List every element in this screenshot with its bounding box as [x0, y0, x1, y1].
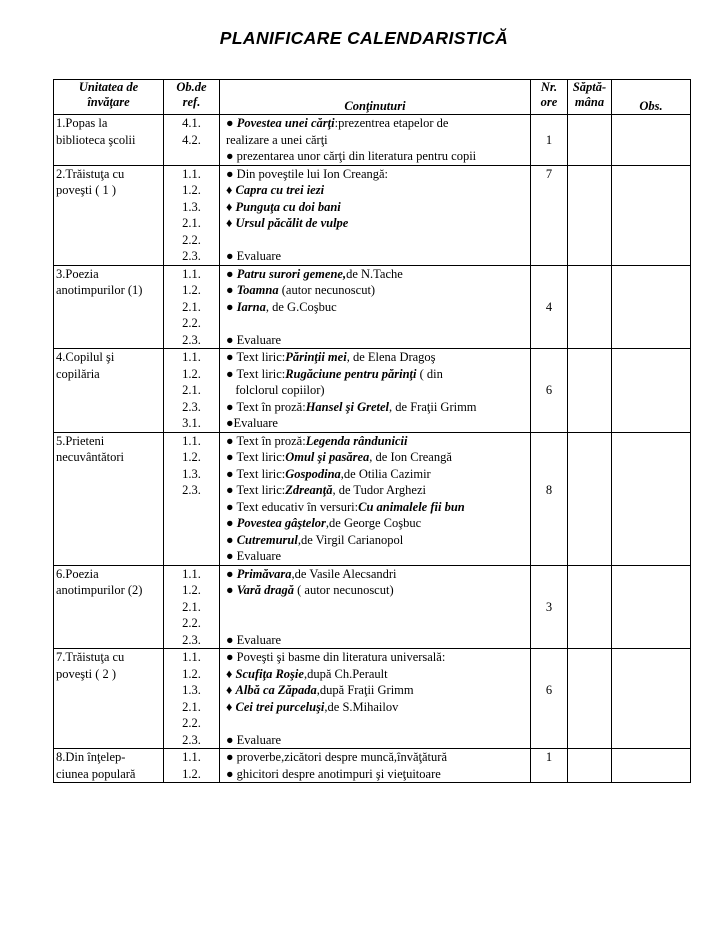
unit-text: 2.Trăistuţa cu — [56, 166, 125, 181]
ref-code: 3.1. — [182, 416, 201, 430]
unit-text: 6.Poezia — [56, 566, 99, 581]
week-cell[interactable] — [568, 165, 612, 265]
plain-text: ● prezentarea unor cărţi din literatura pentru copii — [226, 149, 477, 163]
plain-text: ● Text educativ în versuri: — [226, 499, 359, 514]
ref-code: 4.2. — [182, 132, 201, 147]
header-ref: Ob.de ref. — [164, 80, 220, 115]
unit-text: poveşti ( 1 ) — [56, 183, 117, 197]
content-line — [226, 182, 530, 199]
content-cell — [220, 649, 531, 749]
plain-text: , de Tudor Arghezi — [332, 483, 426, 497]
title-text: Zdreanţă — [285, 483, 333, 497]
week-cell[interactable] — [568, 749, 612, 783]
content-line — [226, 599, 530, 616]
content-line — [226, 148, 530, 165]
unit-text: 1.Popas la — [56, 116, 108, 130]
ref-code: 1.3. — [182, 683, 201, 697]
plain-text: ,de George Coşbuc — [325, 516, 422, 530]
hours-value: 6 — [545, 383, 553, 397]
hours-cell — [531, 432, 568, 565]
unit-text: copilăria — [56, 366, 100, 381]
week-cell[interactable] — [568, 565, 612, 649]
hours-cell — [531, 749, 568, 783]
content-line — [226, 649, 530, 666]
plain-text: ,de Vasile Alecsandri — [291, 566, 397, 581]
plain-text: ● — [226, 266, 237, 281]
plain-text: ● Text în proză: — [226, 433, 306, 448]
plain-text: ● — [226, 299, 237, 314]
content-line — [226, 366, 530, 383]
plain-text: ♦ — [226, 199, 236, 214]
title-text: Povestea gâştelor — [236, 516, 326, 530]
content-line — [226, 699, 530, 716]
content-line — [226, 666, 530, 683]
content-line — [226, 449, 530, 466]
plain-text: ● Text liric: — [226, 483, 286, 497]
plain-text: ● Text liric: — [226, 350, 286, 364]
content-line — [226, 248, 530, 265]
table-row — [54, 565, 691, 649]
ref-code: 2.1. — [182, 599, 201, 614]
unit-text: anotimpurilor (1) — [56, 283, 143, 297]
week-cell[interactable] — [568, 432, 612, 565]
title-text: Hansel şi Gretel — [305, 399, 390, 414]
ref-code: 2.1. — [182, 383, 201, 397]
content-line — [226, 232, 530, 249]
plain-text: de N.Tache — [346, 266, 403, 281]
content-line — [226, 166, 530, 183]
hours-value: 1 — [545, 750, 553, 764]
title-text: Scufiţa Roşie — [235, 666, 304, 681]
plain-text: ● Evaluare — [226, 632, 282, 647]
ref-code: 1.2. — [182, 183, 201, 197]
table-row — [54, 649, 691, 749]
plain-text: realizare a unei cărţi — [226, 132, 328, 147]
ref-code: 2.3. — [182, 332, 201, 347]
header-hours: Nr. ore — [531, 80, 568, 115]
ref-code: 1.2. — [182, 450, 201, 464]
ref-code: 1.1. — [182, 566, 201, 581]
spacer — [531, 566, 567, 583]
content-line — [226, 732, 530, 749]
table-row — [54, 265, 691, 349]
header-row — [54, 80, 691, 115]
content-line — [226, 215, 530, 232]
plain-text: ● Din poveştile lui Ion Creangă: — [226, 166, 389, 181]
plain-text: ● — [226, 583, 237, 597]
plain-text: , de Fraţii Grimm — [389, 399, 477, 414]
content-cell — [220, 565, 531, 649]
plain-text: ●Evaluare — [226, 416, 278, 430]
unit-text: necuvântători — [56, 450, 125, 464]
ref-code: 1.1. — [182, 266, 201, 281]
unit-cell — [54, 349, 164, 433]
title-text: Gospodina — [285, 466, 341, 481]
hours-cell — [531, 115, 568, 166]
plain-text: ♦ — [226, 666, 236, 681]
ref-code: 1.1. — [182, 350, 201, 364]
obs-cell[interactable] — [612, 565, 691, 649]
content-line — [226, 382, 530, 399]
ref-code: 1.2. — [182, 583, 201, 597]
planning-table — [53, 79, 691, 783]
spacer — [531, 582, 567, 599]
title-text: Părinţii mei — [285, 350, 347, 364]
unit-cell — [54, 749, 164, 783]
title-text: Albă ca Zăpada — [235, 683, 317, 697]
content-line — [226, 532, 530, 549]
spacer — [531, 666, 567, 683]
plain-text: ● Text liric: — [226, 450, 286, 464]
content-line — [226, 466, 530, 483]
content-line — [226, 115, 530, 132]
ref-code: 1.2. — [182, 366, 201, 381]
obs-cell[interactable] — [612, 349, 691, 433]
table-row — [54, 749, 691, 783]
unit-text: 4.Copilul şi — [56, 350, 115, 364]
plain-text: ,după Fraţii Grimm — [316, 683, 414, 697]
ref-code: 2.1. — [182, 216, 201, 230]
spacer — [531, 349, 567, 366]
ref-code: 1.3. — [182, 199, 201, 214]
title-text: Cutremurul — [236, 532, 298, 547]
title-text: Rugăciune pentru părinţi — [285, 366, 417, 381]
plain-text: ● — [226, 116, 237, 130]
content-line — [226, 266, 530, 283]
ref-code: 2.2. — [182, 232, 201, 247]
ref-code: 1.2. — [182, 666, 201, 681]
title-text: Vară dragă — [236, 583, 294, 597]
plain-text: ● Evaluare — [226, 732, 282, 747]
week-cell[interactable] — [568, 649, 612, 749]
ref-code: 1.1. — [182, 166, 201, 181]
content-line — [226, 548, 530, 565]
content-cell — [220, 115, 531, 166]
header-week: Săptă- mâna — [568, 80, 612, 115]
refs-cell — [164, 265, 220, 349]
spacer — [531, 282, 567, 299]
content-line — [226, 433, 530, 450]
plain-text: ● Evaluare — [226, 332, 282, 347]
hours-value: 3 — [545, 599, 553, 614]
unit-text: anotimpurilor (2) — [56, 583, 143, 597]
hours-value: 6 — [545, 683, 553, 697]
ref-code: 2.1. — [182, 299, 201, 314]
table-row — [54, 349, 691, 433]
content-line — [226, 299, 530, 316]
content-line — [226, 749, 530, 766]
content-line — [226, 682, 530, 699]
plain-text: ● — [226, 566, 237, 581]
obs-cell[interactable] — [612, 749, 691, 783]
table-row — [54, 115, 691, 166]
ref-code: 2.3. — [182, 399, 201, 414]
table-row — [54, 165, 691, 265]
unit-text: poveşti ( 2 ) — [56, 666, 117, 681]
title-text: Toamna — [236, 283, 279, 297]
plain-text: ● — [226, 532, 237, 547]
spacer — [531, 366, 567, 383]
content-line — [226, 499, 530, 516]
content-cell — [220, 349, 531, 433]
obs-cell[interactable] — [612, 649, 691, 749]
spacer — [531, 433, 567, 450]
table-row — [54, 432, 691, 565]
obs-cell[interactable] — [612, 165, 691, 265]
ref-code: 1.1. — [182, 750, 201, 764]
refs-cell — [164, 432, 220, 565]
plain-text: ,de S.Mihailov — [324, 699, 399, 714]
title-text: Patru surori gemene, — [236, 266, 347, 281]
header-content: Conţinuturi — [220, 80, 531, 115]
spacer — [531, 266, 567, 283]
table-body — [54, 115, 691, 783]
plain-text: ♦ — [226, 699, 236, 714]
title-text: Ursul păcălit de vulpe — [235, 216, 349, 230]
content-line — [226, 515, 530, 532]
unit-cell — [54, 565, 164, 649]
content-line — [226, 199, 530, 216]
plain-text: ,de Otilia Cazimir — [340, 466, 431, 481]
unit-cell — [54, 265, 164, 349]
hours-cell — [531, 649, 568, 749]
content-cell — [220, 165, 531, 265]
obs-cell[interactable] — [612, 432, 691, 565]
refs-cell — [164, 349, 220, 433]
ref-code: 1.1. — [182, 650, 201, 664]
plain-text: , de G.Coşbuc — [265, 299, 337, 314]
title-text: Legenda rândunicii — [305, 433, 408, 448]
plain-text: :prezentrea etapelor de — [334, 116, 449, 130]
content-line — [226, 715, 530, 732]
week-cell[interactable] — [568, 115, 612, 166]
title-text: Iarna — [236, 299, 266, 314]
content-line — [226, 349, 530, 366]
plain-text: ♦ — [226, 183, 236, 197]
hours-cell — [531, 349, 568, 433]
content-line — [226, 132, 530, 149]
plain-text: ● Poveşti şi basme din literatura universală: — [226, 650, 446, 664]
week-cell[interactable] — [568, 349, 612, 433]
plain-text: ● Text liric: — [226, 466, 286, 481]
plain-text: ● Text în proză: — [226, 399, 306, 414]
plain-text: ● ghicitori despre anotimpuri şi vieţuitoare — [226, 766, 441, 781]
ref-code: 2.1. — [182, 699, 201, 714]
plain-text: ● Text liric: — [226, 366, 286, 381]
hours-value: 7 — [545, 166, 553, 181]
ref-code: 1.2. — [182, 283, 201, 297]
hours-value: 8 — [545, 483, 553, 497]
content-line — [226, 415, 530, 432]
unit-text: 3.Poezia — [56, 266, 99, 281]
ref-code: 1.3. — [182, 466, 201, 481]
unit-cell — [54, 432, 164, 565]
header-obs: Obs. — [612, 80, 691, 115]
plain-text: ( autor necunoscut) — [294, 583, 394, 597]
content-line — [226, 632, 530, 649]
title-text: Cu animalele fii bun — [358, 499, 465, 514]
spacer — [531, 115, 567, 132]
plain-text: ♦ — [226, 683, 236, 697]
week-cell[interactable] — [568, 265, 612, 349]
unit-text: ciunea populară — [56, 766, 136, 781]
plain-text: folclorul copiilor) — [226, 383, 325, 397]
unit-text: 8.Din înţelep- — [56, 750, 126, 764]
ref-code: 4.1. — [182, 116, 201, 130]
plain-text: ● Evaluare — [226, 249, 282, 263]
plain-text: (autor necunoscut) — [278, 283, 376, 297]
header-unit: Unitatea de învăţare — [54, 80, 164, 115]
refs-cell — [164, 115, 220, 166]
ref-code: 2.3. — [182, 632, 201, 647]
title-text: Punguţa cu doi bani — [235, 199, 341, 214]
ref-code: 2.2. — [182, 316, 201, 330]
plain-text: , de Ion Creangă — [369, 450, 452, 464]
content-line — [226, 615, 530, 632]
content-line — [226, 399, 530, 416]
content-line — [226, 566, 530, 583]
ref-code: 1.1. — [182, 433, 201, 448]
content-cell — [220, 432, 531, 565]
hours-value: 1 — [545, 132, 553, 147]
unit-text: 5.Prieteni — [56, 433, 105, 448]
plain-text: ● — [226, 283, 237, 297]
plain-text: ● Evaluare — [226, 549, 282, 563]
unit-text: 7.Trăistuţa cu — [56, 650, 125, 664]
obs-cell[interactable] — [612, 115, 691, 166]
obs-cell[interactable] — [612, 265, 691, 349]
ref-code: 1.2. — [182, 766, 201, 781]
ref-code: 2.3. — [182, 732, 201, 747]
unit-cell — [54, 115, 164, 166]
page-title: PLANIFICARE CALENDARISTICĂ — [219, 28, 509, 48]
plain-text: ● — [226, 516, 237, 530]
title-text: Omul şi pasărea — [285, 450, 370, 464]
hours-cell — [531, 265, 568, 349]
ref-code: 2.3. — [182, 483, 201, 497]
content-cell — [220, 265, 531, 349]
content-line — [226, 766, 530, 783]
refs-cell — [164, 165, 220, 265]
content-line — [226, 332, 530, 349]
unit-cell — [54, 165, 164, 265]
title-text: Primăvara — [236, 566, 292, 581]
unit-cell — [54, 649, 164, 749]
plain-text: ( din — [416, 366, 443, 381]
plain-text: ● proverbe,zicători despre muncă,învăţătură — [226, 750, 447, 764]
refs-cell — [164, 749, 220, 783]
ref-code: 2.3. — [182, 249, 201, 263]
ref-code: 2.2. — [182, 616, 201, 630]
content-line — [226, 315, 530, 332]
refs-cell — [164, 649, 220, 749]
plain-text: ♦ — [226, 216, 236, 230]
content-line — [226, 582, 530, 599]
spacer — [531, 449, 567, 466]
refs-cell — [164, 565, 220, 649]
title-text: Povestea unei cărţi — [236, 116, 335, 130]
hours-value: 4 — [545, 299, 553, 314]
plain-text: ,de Virgil Carianopol — [297, 532, 404, 547]
hours-cell — [531, 165, 568, 265]
title-text: Cei trei purceluşi — [235, 699, 325, 714]
plain-text: , de Elena Dragoş — [346, 350, 436, 364]
content-line — [226, 482, 530, 499]
content-cell — [220, 749, 531, 783]
hours-cell — [531, 565, 568, 649]
spacer — [531, 466, 567, 483]
content-line — [226, 282, 530, 299]
ref-code: 2.2. — [182, 716, 201, 730]
title-text: Capra cu trei iezi — [235, 183, 325, 197]
plain-text: ,după Ch.Perault — [303, 666, 388, 681]
unit-text: biblioteca şcolii — [56, 132, 136, 147]
spacer — [531, 649, 567, 666]
